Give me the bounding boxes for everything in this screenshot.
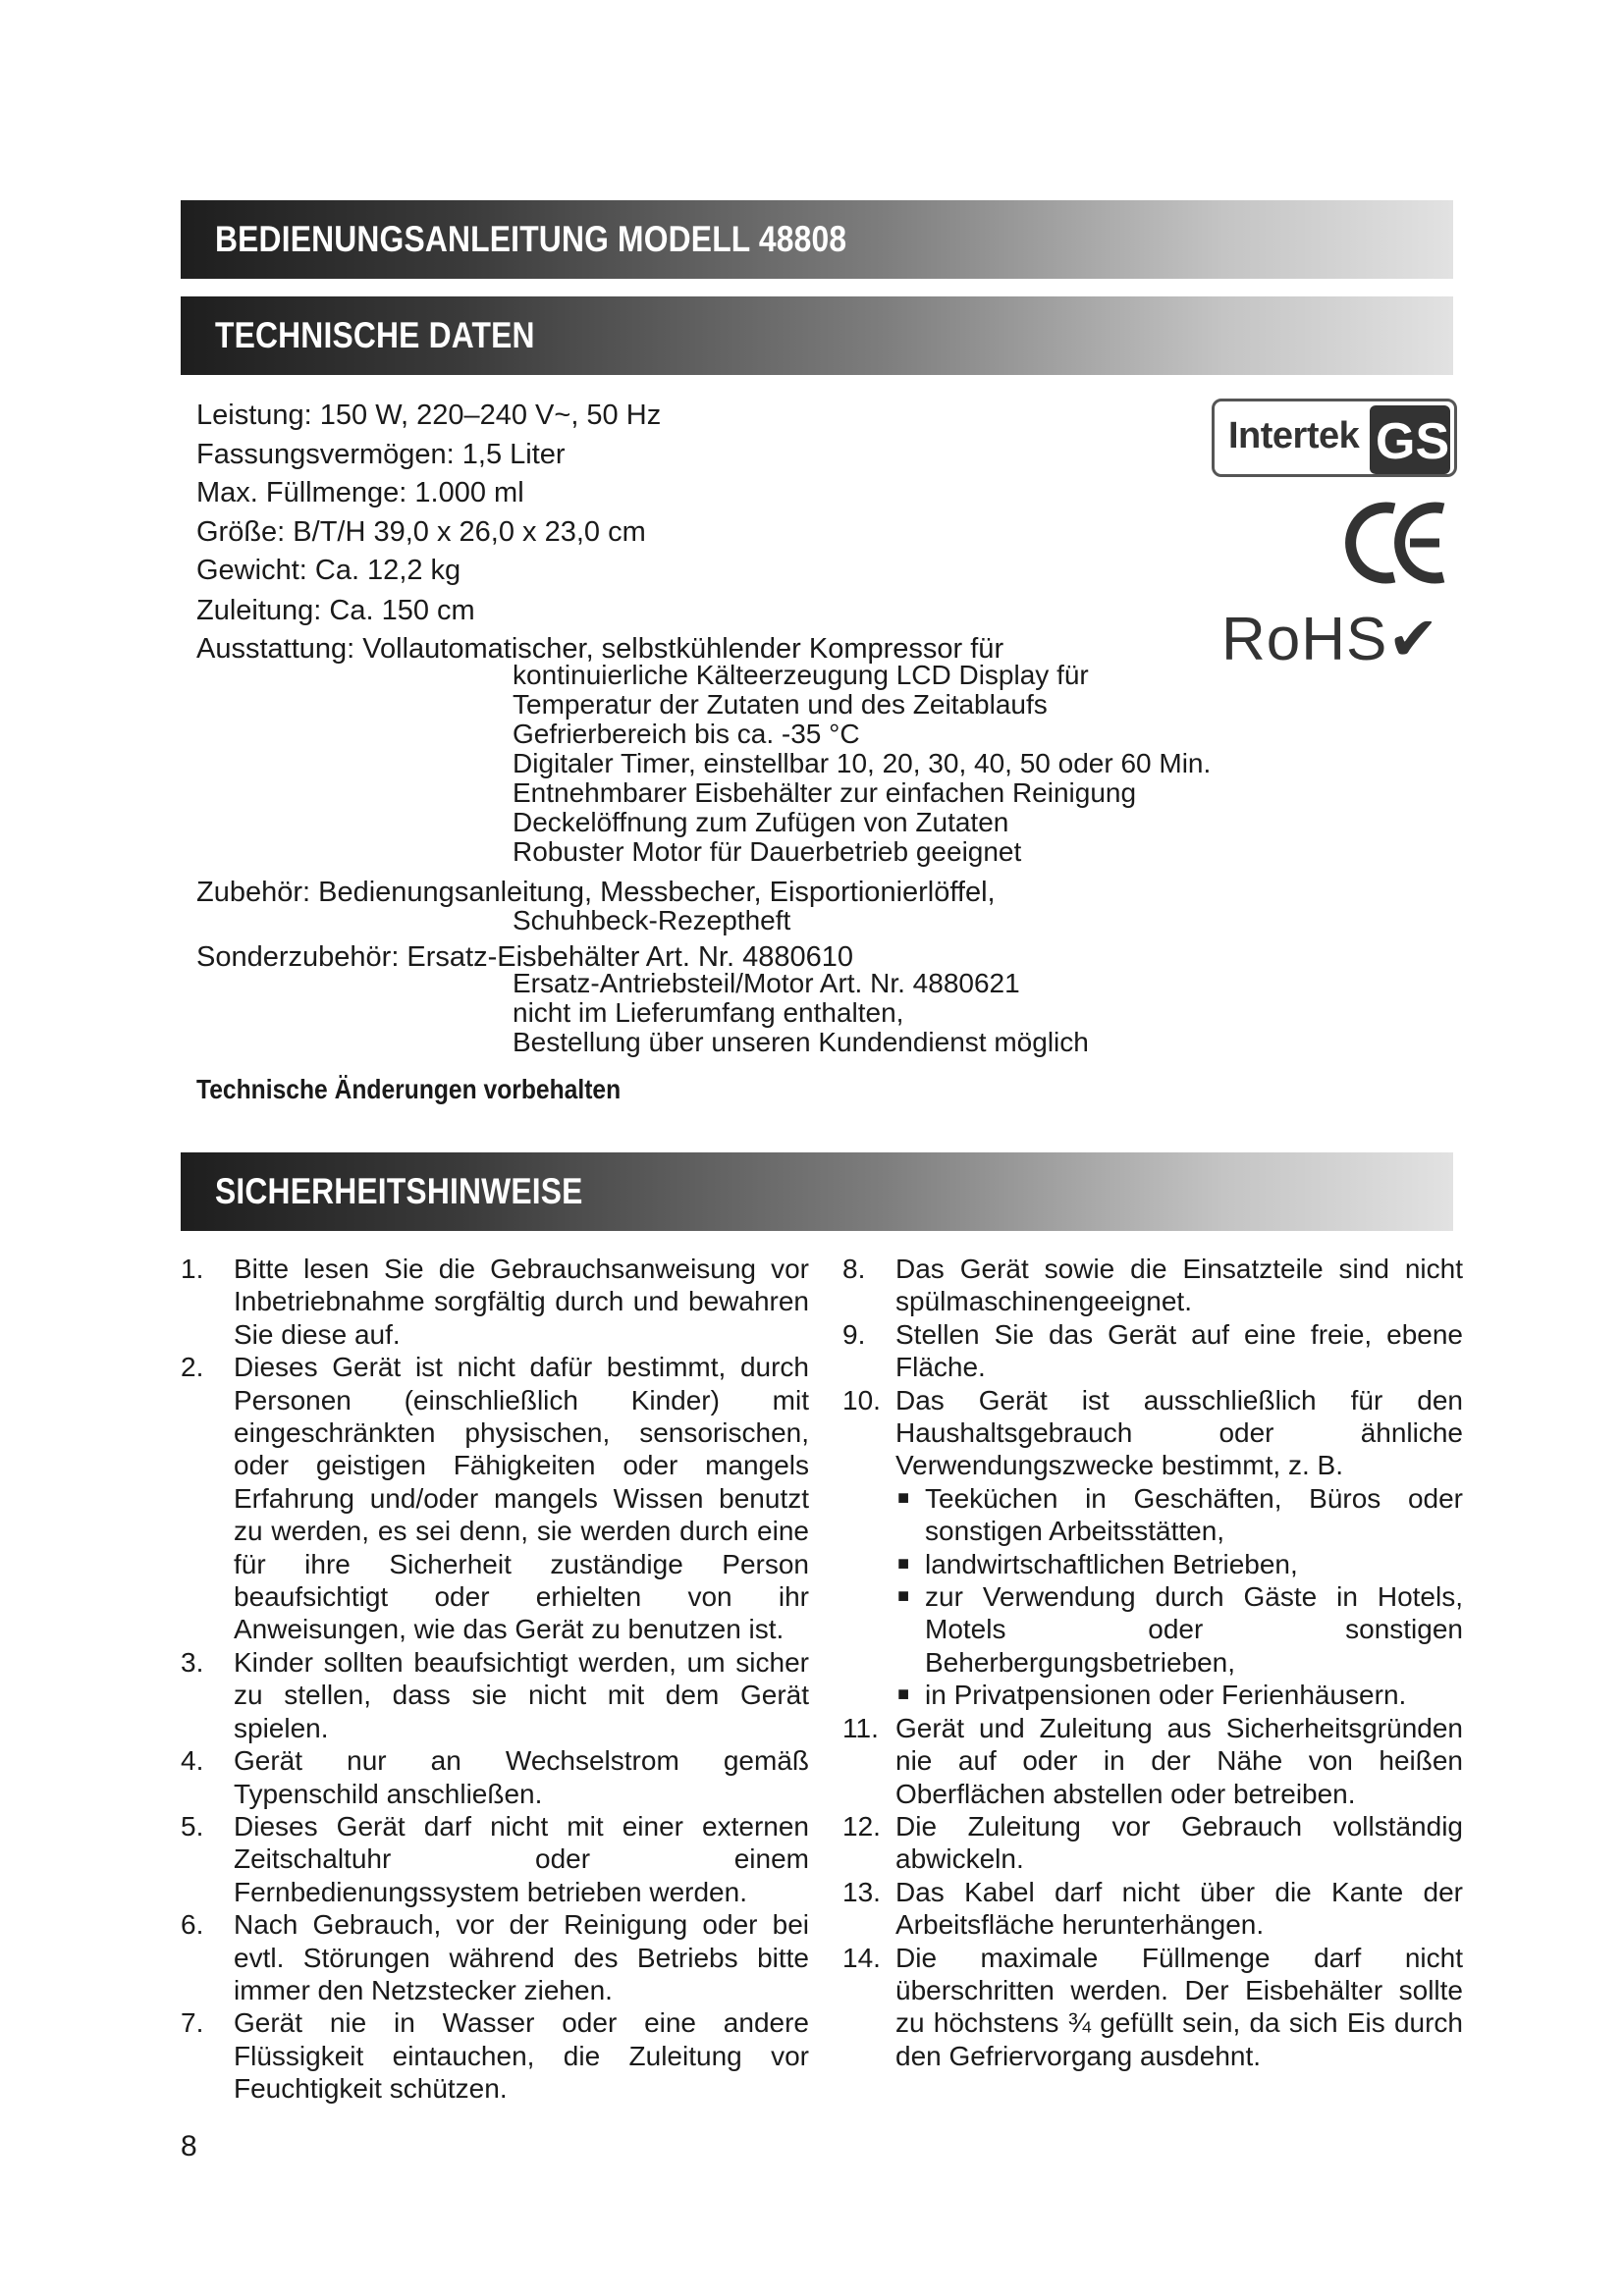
safety-item: 3. Kinder sollten beaufsichtigt werden, um sicher zu stellen, dass sie nicht mit dem Gerät spielen. [181,1646,809,1743]
spec-groesse: Größe: B/T/H 39,0 x 26,0 x 23,0 cm [196,516,646,548]
spec-ausstattung-line: kontinuierliche Kälteerzeugung LCD Display für [513,660,1089,690]
safety-item: 5. Dieses Gerät darf nicht mit einer externen Zeitschaltuhr oder einem Fernbedienungssystem betrieben werden. [181,1810,809,1907]
safety-column-left [181,1253,809,2106]
page-number: 8 [181,2130,197,2163]
safety-heading: SICHERHEITSHINWEISE [215,1171,583,1211]
tech-data-heading-banner [181,296,1453,375]
spec-ausstattung-line: Robuster Motor für Dauerbetrieb geeignet [513,836,1022,867]
safety-subitem: ■ in Privatpensionen oder Ferienhäusern. [897,1680,1407,1711]
safety-heading-banner [181,1152,1453,1231]
spec-sonderzubehoer: Sonderzubehör: Ersatz-Eisbehälter Art. Nr. 4880610 [196,941,853,973]
checkmark-icon: ✔ [1387,606,1440,673]
gs-letters: GS [1376,413,1450,470]
spec-gewicht: Gewicht: Ca. 12,2 kg [196,555,461,586]
safety-subitem: ■ Teeküchen in Geschäften, Büros oder sonstigen Arbeitsstätten, [897,1482,1463,1547]
spec-zuleitung: Zuleitung: Ca. 150 cm [196,595,475,626]
safety-item: 10. Das Gerät ist ausschließlich für den Haushaltsgebrauch oder ähnliche Verwendungszwecke bestimmt, z. B. [842,1384,1463,1481]
spec-leistung: Leistung: 150 W, 220–240 V~, 50 Hz [196,400,662,431]
square-bullet-icon: ■ [897,1683,910,1706]
safety-subitem: ■ zur Verwendung durch Gäste in Hotels, Motels oder sonstigen Beherbergungsbetrieben, [897,1581,1463,1678]
safety-item: 1. Bitte lesen Sie die Gebrauchsanweisung vor Inbetriebnahme sorgfältig durch und bewahren Sie diese auf. [181,1254,809,1350]
tech-data-heading: TECHNISCHE DATEN [215,315,535,355]
spec-ausstattung: Ausstattung: Vollautomatischer, selbstkühlender Kompressor für [196,633,1004,665]
safety-subitem: ■ landwirtschaftlichen Betrieben, [897,1548,1298,1579]
safety-item: 8. Das Gerät sowie die Einsatzteile sind nicht spülmaschinengeeignet. [842,1254,1463,1317]
spec-fassungsvermoegen: Fassungsvermögen: 1,5 Liter [196,439,566,470]
safety-item: 7. Gerät nie in Wasser oder eine andere Flüssigkeit eintauchen, die Zuleitung vor Feuchtigkeit schützen. [181,2007,809,2105]
spec-ausstattung-line: Deckelöffnung zum Zufügen von Zutaten [513,807,1009,837]
spec-ausstattung-line: Gefrierbereich bis ca. -35 °C [513,719,860,749]
technical-changes-note: Technische Änderungen vorbehalten [196,1074,622,1104]
square-bullet-icon: ■ [897,1486,910,1509]
intertek-logo-text: Intertek [1228,415,1360,456]
spec-sonderzubehoer-line: Ersatz-Antriebsteil/Motor Art. Nr. 4880621 [513,968,1020,998]
spec-ausstattung-line: Temperatur der Zutaten und des Zeitablaufs [513,689,1048,720]
safety-item: 6. Nach Gebrauch, vor der Reinigung oder bei evtl. Störungen während des Betriebs bitte immer den Netzstecker ziehen. [181,1909,809,2005]
rohs-text: RoHS [1221,606,1388,673]
safety-item: 4. Gerät nur an Wechselstrom gemäß Typenschild anschließen. [181,1745,809,1809]
spec-zubehoer-line: Schuhbeck-Rezeptheft [513,905,791,935]
spec-max-fuellmenge: Max. Füllmenge: 1.000 ml [196,477,524,508]
spec-ausstattung-line: Entnehmbarer Eisbehälter zur einfachen Reinigung [513,777,1137,808]
document-title: BEDIENUNGSANLEITUNG MODELL 48808 [215,219,847,259]
safety-item: 13. Das Kabel darf nicht über die Kante der Arbeitsfläche herunterhängen. [842,1876,1463,1941]
spec-sonderzubehoer-line: Bestellung über unseren Kundendienst möglich [513,1027,1089,1057]
gs-mark-icon [1370,405,1450,474]
intertek-gs-logo [1212,399,1457,477]
square-bullet-icon: ■ [897,1585,910,1608]
rohs-logo [1221,603,1439,674]
safety-column-right [842,1253,1463,2072]
square-bullet-icon: ■ [897,1552,910,1575]
safety-item: 12. Die Zuleitung vor Gebrauch vollständig abwickeln. [842,1810,1463,1875]
safety-item: 11. Gerät und Zuleitung aus Sicherheitsgründen nie auf oder in der Nähe von heißen Oberflächen abstellen oder betreiben. [842,1712,1463,1809]
document-title-banner [181,200,1453,279]
safety-item: 14. Die maximale Füllmenge darf nicht überschritten werden. Der Eisbehälter sollte zu höchstens ¾ gefüllt sein, da sich Eis durch den Gefriervorgang ausdehnt. [842,1942,1463,2071]
safety-item: 2. Dieses Gerät ist nicht dafür bestimmt, durch Personen (einschließlich Kinder) mit eingeschränkten physischen, sensorischen, oder geistigen Fähigkeiten oder mangels Erfahrung und/oder mangels Wissen benutzt zu werden, es sei denn, sie werden durch eine für ihre Sicherheit zuständige Person beaufsichtigt oder erhielten von ihr Anweisungen, wie das Gerät zu benutzen ist. [181,1352,809,1645]
safety-item: 9. Stellen Sie das Gerät auf eine freie, ebene Fläche. [842,1318,1463,1383]
spec-ausstattung-line: Digitaler Timer, einstellbar 10, 20, 30, 40, 50 oder 60 Min. [513,748,1212,778]
spec-zubehoer: Zubehör: Bedienungsanleitung, Messbecher, Eisportionierlöffel, [196,877,996,908]
spec-sonderzubehoer-line: nicht im Lieferumfang enthalten, [513,997,904,1028]
ce-mark-icon [1345,499,1453,587]
